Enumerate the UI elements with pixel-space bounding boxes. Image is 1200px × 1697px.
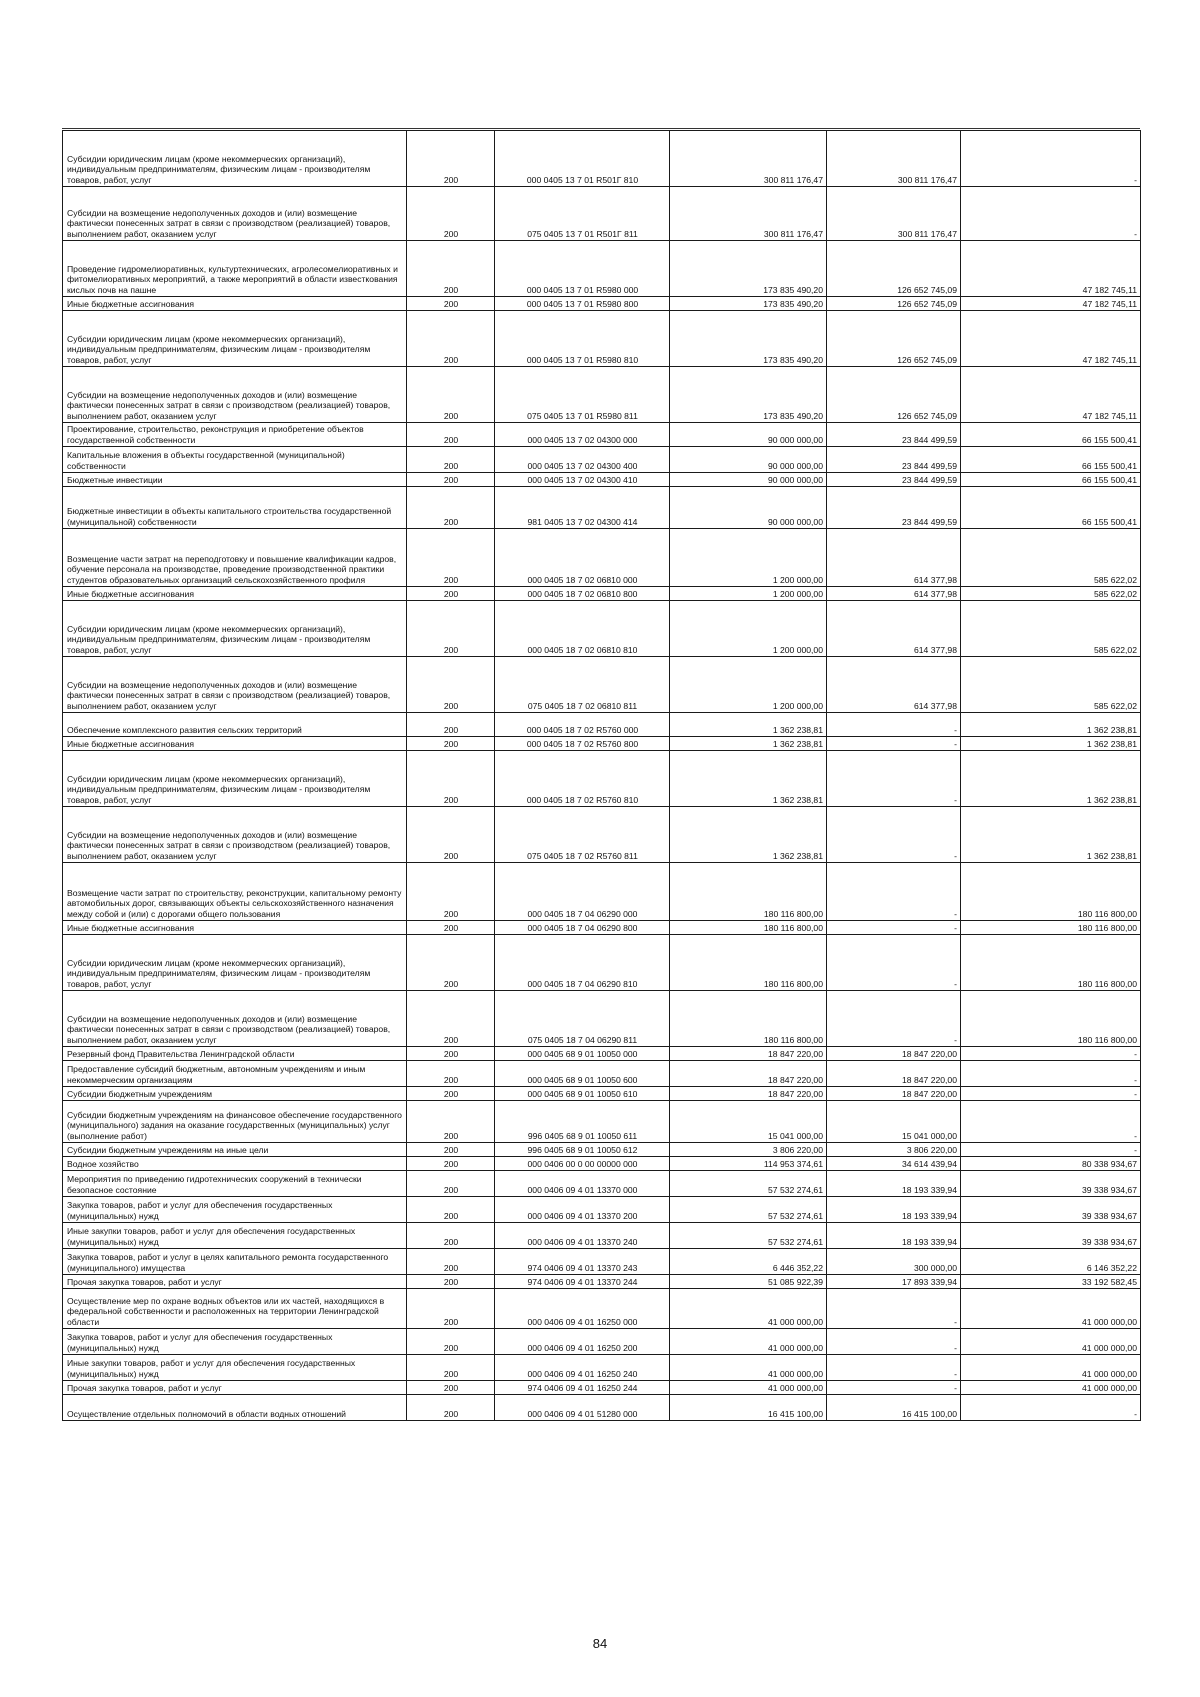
- row-executed-amount-cell: 300 811 176,47: [827, 187, 961, 241]
- row-approved-amount-cell: 3 806 220,00: [670, 1143, 827, 1157]
- row-executed-amount-cell: 34 614 439,94: [827, 1157, 961, 1171]
- row-remaining-amount-cell: 585 622,02: [961, 601, 1141, 657]
- row-admin-code-cell: 200: [407, 187, 495, 241]
- row-remaining-amount-cell: 47 182 745,11: [961, 367, 1141, 423]
- table-top-rule: [62, 128, 1140, 129]
- table-row: [63, 1381, 1141, 1395]
- row-name-cell: Осуществление мер по охране водных объектов или их частей, находящихся в федеральной собственности и расположенных на территории Ленинградской области: [63, 1289, 407, 1329]
- row-admin-code-cell: 200: [407, 241, 495, 297]
- row-remaining-amount-cell: 39 338 934,67: [961, 1171, 1141, 1197]
- row-admin-code-cell: 200: [407, 1289, 495, 1329]
- row-name-cell: Капитальные вложения в объекты государственной (муниципальной) собственности: [63, 447, 407, 473]
- row-approved-amount-cell: 90 000 000,00: [670, 473, 827, 487]
- row-name-cell: Субсидии юридическим лицам (кроме некоммерческих организаций), индивидуальным предпринимателям, физическим лицам - производителям товаров, работ, услуг: [63, 935, 407, 991]
- row-budget-code-cell: 000 0406 09 4 01 16250 000: [495, 1289, 670, 1329]
- row-name-cell: Субсидии бюджетным учреждениям на иные цели: [63, 1143, 407, 1157]
- row-admin-code-cell: 200: [407, 1157, 495, 1171]
- row-executed-amount-cell: -: [827, 807, 961, 863]
- row-executed-amount-cell: -: [827, 921, 961, 935]
- row-approved-amount-cell: 300 811 176,47: [670, 131, 827, 187]
- row-budget-code-cell: 000 0405 18 7 04 06290 800: [495, 921, 670, 935]
- row-approved-amount-cell: 41 000 000,00: [670, 1381, 827, 1395]
- row-approved-amount-cell: 173 835 490,20: [670, 311, 827, 367]
- row-budget-code-cell: 996 0405 68 9 01 10050 611: [495, 1101, 670, 1143]
- row-name-cell: Бюджетные инвестиции в объекты капитального строительства государственной (муниципальной) собственности: [63, 487, 407, 529]
- table-row: [63, 921, 1141, 935]
- row-name-cell: Субсидии на возмещение недополученных доходов и (или) возмещение фактически понесенных затрат в связи с производством (реализацией) товаров, выполнением работ, оказанием услуг: [63, 657, 407, 713]
- row-name-cell: Иные бюджетные ассигнования: [63, 587, 407, 601]
- row-budget-code-cell: 000 0405 18 7 02 R5760 810: [495, 751, 670, 807]
- row-executed-amount-cell: 23 844 499,59: [827, 473, 961, 487]
- row-approved-amount-cell: 173 835 490,20: [670, 367, 827, 423]
- row-remaining-amount-cell: -: [961, 1101, 1141, 1143]
- row-admin-code-cell: 200: [407, 991, 495, 1047]
- row-budget-code-cell: 000 0405 18 7 02 R5760 800: [495, 737, 670, 751]
- row-approved-amount-cell: 16 415 100,00: [670, 1395, 827, 1421]
- table-row: [63, 751, 1141, 807]
- row-executed-amount-cell: -: [827, 935, 961, 991]
- row-approved-amount-cell: 1 200 000,00: [670, 657, 827, 713]
- table-row: [63, 1275, 1141, 1289]
- table-row: [63, 1289, 1141, 1329]
- row-approved-amount-cell: 41 000 000,00: [670, 1329, 827, 1355]
- row-executed-amount-cell: -: [827, 991, 961, 1047]
- row-name-cell: Резервный фонд Правительства Ленинградской области: [63, 1047, 407, 1061]
- row-remaining-amount-cell: 41 000 000,00: [961, 1381, 1141, 1395]
- row-approved-amount-cell: 180 116 800,00: [670, 921, 827, 935]
- row-executed-amount-cell: -: [827, 1355, 961, 1381]
- table-row: [63, 863, 1141, 921]
- row-admin-code-cell: 200: [407, 1061, 495, 1087]
- row-remaining-amount-cell: 1 362 238,81: [961, 737, 1141, 751]
- row-budget-code-cell: 000 0405 13 7 01 R5980 810: [495, 311, 670, 367]
- row-executed-amount-cell: 126 652 745,09: [827, 297, 961, 311]
- row-executed-amount-cell: 18 847 220,00: [827, 1087, 961, 1101]
- row-admin-code-cell: 200: [407, 1381, 495, 1395]
- row-approved-amount-cell: 18 847 220,00: [670, 1061, 827, 1087]
- row-approved-amount-cell: 1 362 238,81: [670, 713, 827, 737]
- row-name-cell: Иные закупки товаров, работ и услуг для обеспечения государственных (муниципальных) нужд: [63, 1223, 407, 1249]
- row-admin-code-cell: 200: [407, 311, 495, 367]
- row-budget-code-cell: 000 0406 09 4 01 13370 200: [495, 1197, 670, 1223]
- table-row: [63, 473, 1141, 487]
- row-approved-amount-cell: 51 085 922,39: [670, 1275, 827, 1289]
- table-row: [63, 587, 1141, 601]
- row-admin-code-cell: 200: [407, 1355, 495, 1381]
- row-approved-amount-cell: 114 953 374,61: [670, 1157, 827, 1171]
- row-budget-code-cell: 000 0406 09 4 01 16250 240: [495, 1355, 670, 1381]
- row-admin-code-cell: 200: [407, 807, 495, 863]
- row-remaining-amount-cell: 6 146 352,22: [961, 1249, 1141, 1275]
- table-row: [63, 1223, 1141, 1249]
- table-row: [63, 1329, 1141, 1355]
- row-approved-amount-cell: 57 532 274,61: [670, 1171, 827, 1197]
- row-remaining-amount-cell: 180 116 800,00: [961, 921, 1141, 935]
- row-admin-code-cell: 200: [407, 1047, 495, 1061]
- row-name-cell: Субсидии юридическим лицам (кроме некоммерческих организаций), индивидуальным предпринимателям, физическим лицам - производителям товаров, работ, услуг: [63, 131, 407, 187]
- row-admin-code-cell: 200: [407, 1101, 495, 1143]
- row-executed-amount-cell: 15 041 000,00: [827, 1101, 961, 1143]
- row-admin-code-cell: 200: [407, 863, 495, 921]
- table-body: [63, 131, 1141, 1421]
- row-executed-amount-cell: 18 193 339,94: [827, 1197, 961, 1223]
- row-name-cell: Субсидии на возмещение недополученных доходов и (или) возмещение фактически понесенных затрат в связи с производством (реализацией) товаров, выполнением работ, оказанием услуг: [63, 991, 407, 1047]
- row-name-cell: Мероприятия по приведению гидротехнических сооружений в технически безопасное состояние: [63, 1171, 407, 1197]
- table-row: [63, 1197, 1141, 1223]
- row-executed-amount-cell: -: [827, 1329, 961, 1355]
- row-executed-amount-cell: 18 847 220,00: [827, 1047, 961, 1061]
- row-remaining-amount-cell: -: [961, 1395, 1141, 1421]
- row-remaining-amount-cell: 39 338 934,67: [961, 1223, 1141, 1249]
- row-approved-amount-cell: 300 811 176,47: [670, 187, 827, 241]
- row-name-cell: Прочая закупка товаров, работ и услуг: [63, 1381, 407, 1395]
- row-budget-code-cell: 000 0405 68 9 01 10050 600: [495, 1061, 670, 1087]
- row-budget-code-cell: 000 0405 68 9 01 10050 000: [495, 1047, 670, 1061]
- table-row: [63, 187, 1141, 241]
- row-name-cell: Прочая закупка товаров, работ и услуг: [63, 1275, 407, 1289]
- row-name-cell: Возмещение части затрат на переподготовку и повышение квалификации кадров, обучение персонала на производстве, проведение производственной практики студентов образовательных организаций сельскохозяйственного профиля: [63, 529, 407, 587]
- table-row: [63, 807, 1141, 863]
- table-row: [63, 367, 1141, 423]
- row-approved-amount-cell: 180 116 800,00: [670, 991, 827, 1047]
- row-budget-code-cell: 000 0405 18 7 02 06810 800: [495, 587, 670, 601]
- row-approved-amount-cell: 41 000 000,00: [670, 1289, 827, 1329]
- row-name-cell: Иные бюджетные ассигнования: [63, 921, 407, 935]
- row-remaining-amount-cell: 80 338 934,67: [961, 1157, 1141, 1171]
- row-admin-code-cell: 200: [407, 1395, 495, 1421]
- row-approved-amount-cell: 18 847 220,00: [670, 1087, 827, 1101]
- row-admin-code-cell: 200: [407, 935, 495, 991]
- row-name-cell: Предоставление субсидий бюджетным, автономным учреждениям и иным некоммерческим организациям: [63, 1061, 407, 1087]
- row-executed-amount-cell: 18 847 220,00: [827, 1061, 961, 1087]
- row-executed-amount-cell: 18 193 339,94: [827, 1223, 961, 1249]
- row-budget-code-cell: 000 0406 09 4 01 13370 240: [495, 1223, 670, 1249]
- row-executed-amount-cell: 3 806 220,00: [827, 1143, 961, 1157]
- row-budget-code-cell: 000 0405 18 7 02 06810 000: [495, 529, 670, 587]
- table-row: [63, 1355, 1141, 1381]
- row-name-cell: Закупка товаров, работ и услуг для обеспечения государственных (муниципальных) нужд: [63, 1197, 407, 1223]
- row-approved-amount-cell: 173 835 490,20: [670, 241, 827, 297]
- row-admin-code-cell: 200: [407, 737, 495, 751]
- table-row: [63, 1047, 1141, 1061]
- row-executed-amount-cell: -: [827, 737, 961, 751]
- row-name-cell: Бюджетные инвестиции: [63, 473, 407, 487]
- table-row: [63, 1087, 1141, 1101]
- row-admin-code-cell: 200: [407, 657, 495, 713]
- row-name-cell: Субсидии бюджетным учреждениям на финансовое обеспечение государственного (муниципального) задания на оказание государственных (муниципальных) услуг (выполнение работ): [63, 1101, 407, 1143]
- table-row: [63, 1171, 1141, 1197]
- row-executed-amount-cell: 300 811 176,47: [827, 131, 961, 187]
- row-budget-code-cell: 075 0405 13 7 01 R5980 811: [495, 367, 670, 423]
- row-executed-amount-cell: 23 844 499,59: [827, 487, 961, 529]
- row-admin-code-cell: 200: [407, 1171, 495, 1197]
- row-approved-amount-cell: 57 532 274,61: [670, 1197, 827, 1223]
- row-admin-code-cell: 200: [407, 1223, 495, 1249]
- row-approved-amount-cell: 57 532 274,61: [670, 1223, 827, 1249]
- row-name-cell: Субсидии на возмещение недополученных доходов и (или) возмещение фактически понесенных затрат в связи с производством (реализацией) товаров, выполнением работ, оказанием услуг: [63, 187, 407, 241]
- row-budget-code-cell: 000 0406 09 4 01 51280 000: [495, 1395, 670, 1421]
- row-executed-amount-cell: 17 893 339,94: [827, 1275, 961, 1289]
- row-budget-code-cell: 000 0406 00 0 00 00000 000: [495, 1157, 670, 1171]
- row-name-cell: Субсидии юридическим лицам (кроме некоммерческих организаций), индивидуальным предпринимателям, физическим лицам - производителям товаров, работ, услуг: [63, 601, 407, 657]
- row-admin-code-cell: 200: [407, 297, 495, 311]
- row-executed-amount-cell: -: [827, 863, 961, 921]
- row-name-cell: Осуществление отдельных полномочий в области водных отношений: [63, 1395, 407, 1421]
- row-name-cell: Обеспечение комплексного развития сельских территорий: [63, 713, 407, 737]
- row-approved-amount-cell: 15 041 000,00: [670, 1101, 827, 1143]
- row-executed-amount-cell: 23 844 499,59: [827, 423, 961, 447]
- row-budget-code-cell: 000 0406 09 4 01 16250 200: [495, 1329, 670, 1355]
- row-budget-code-cell: 075 0405 13 7 01 R501Г 811: [495, 187, 670, 241]
- row-executed-amount-cell: -: [827, 1289, 961, 1329]
- row-admin-code-cell: 200: [407, 423, 495, 447]
- row-name-cell: Закупка товаров, работ и услуг для обеспечения государственных (муниципальных) нужд: [63, 1329, 407, 1355]
- row-approved-amount-cell: 1 362 238,81: [670, 751, 827, 807]
- row-budget-code-cell: 974 0406 09 4 01 13370 243: [495, 1249, 670, 1275]
- row-executed-amount-cell: 23 844 499,59: [827, 447, 961, 473]
- table-row: [63, 601, 1141, 657]
- row-remaining-amount-cell: 47 182 745,11: [961, 297, 1141, 311]
- row-remaining-amount-cell: 41 000 000,00: [961, 1355, 1141, 1381]
- row-remaining-amount-cell: 66 155 500,41: [961, 423, 1141, 447]
- row-remaining-amount-cell: 47 182 745,11: [961, 241, 1141, 297]
- row-remaining-amount-cell: 180 116 800,00: [961, 935, 1141, 991]
- table-row: [63, 737, 1141, 751]
- row-approved-amount-cell: 173 835 490,20: [670, 297, 827, 311]
- row-remaining-amount-cell: 66 155 500,41: [961, 447, 1141, 473]
- row-admin-code-cell: 200: [407, 529, 495, 587]
- table-row: [63, 311, 1141, 367]
- table-row: [63, 131, 1141, 187]
- row-admin-code-cell: 200: [407, 1087, 495, 1101]
- row-name-cell: Водное хозяйство: [63, 1157, 407, 1171]
- budget-report-sheet: [62, 130, 1141, 1421]
- row-name-cell: Возмещение части затрат по строительству, реконструкции, капитальному ремонту автомобильных дорог, связывающих объекты сельскохозяйственного назначения между собой и (или) с дорогами общего пользования: [63, 863, 407, 921]
- row-remaining-amount-cell: -: [961, 1087, 1141, 1101]
- row-budget-code-cell: 000 0405 13 7 01 R5980 800: [495, 297, 670, 311]
- row-executed-amount-cell: -: [827, 751, 961, 807]
- row-budget-code-cell: 000 0405 13 7 02 04300 000: [495, 423, 670, 447]
- row-approved-amount-cell: 18 847 220,00: [670, 1047, 827, 1061]
- row-approved-amount-cell: 90 000 000,00: [670, 423, 827, 447]
- row-admin-code-cell: 200: [407, 131, 495, 187]
- row-approved-amount-cell: 1 200 000,00: [670, 529, 827, 587]
- row-remaining-amount-cell: 41 000 000,00: [961, 1329, 1141, 1355]
- row-budget-code-cell: 075 0405 18 7 04 06290 811: [495, 991, 670, 1047]
- table-row: [63, 423, 1141, 447]
- row-admin-code-cell: 200: [407, 1275, 495, 1289]
- row-remaining-amount-cell: 585 622,02: [961, 529, 1141, 587]
- row-name-cell: Проектирование, строительство, реконструкция и приобретение объектов государственной собственности: [63, 423, 407, 447]
- row-executed-amount-cell: -: [827, 713, 961, 737]
- row-remaining-amount-cell: 33 192 582,45: [961, 1275, 1141, 1289]
- row-budget-code-cell: 000 0405 18 7 02 06810 810: [495, 601, 670, 657]
- row-admin-code-cell: 200: [407, 447, 495, 473]
- row-remaining-amount-cell: 41 000 000,00: [961, 1289, 1141, 1329]
- row-name-cell: Закупка товаров, работ и услуг в целях капитального ремонта государственного (муниципального) имущества: [63, 1249, 407, 1275]
- row-approved-amount-cell: 1 200 000,00: [670, 587, 827, 601]
- row-budget-code-cell: 000 0405 13 7 02 04300 410: [495, 473, 670, 487]
- row-executed-amount-cell: 614 377,98: [827, 587, 961, 601]
- row-remaining-amount-cell: -: [961, 1061, 1141, 1087]
- table-row: [63, 297, 1141, 311]
- row-budget-code-cell: 000 0405 18 7 04 06290 000: [495, 863, 670, 921]
- row-executed-amount-cell: 300 000,00: [827, 1249, 961, 1275]
- row-remaining-amount-cell: 66 155 500,41: [961, 487, 1141, 529]
- table-row: [63, 1249, 1141, 1275]
- row-executed-amount-cell: 16 415 100,00: [827, 1395, 961, 1421]
- row-approved-amount-cell: 6 446 352,22: [670, 1249, 827, 1275]
- row-name-cell: Субсидии бюджетным учреждениям: [63, 1087, 407, 1101]
- row-admin-code-cell: 200: [407, 713, 495, 737]
- row-name-cell: Субсидии юридическим лицам (кроме некоммерческих организаций), индивидуальным предпринимателям, физическим лицам - производителям товаров, работ, услуг: [63, 751, 407, 807]
- row-admin-code-cell: 200: [407, 473, 495, 487]
- table-row: [63, 991, 1141, 1047]
- row-admin-code-cell: 200: [407, 1143, 495, 1157]
- table-row: [63, 529, 1141, 587]
- row-budget-code-cell: 981 0405 13 7 02 04300 414: [495, 487, 670, 529]
- row-budget-code-cell: 000 0405 13 7 01 R5980 000: [495, 241, 670, 297]
- row-budget-code-cell: 000 0406 09 4 01 13370 000: [495, 1171, 670, 1197]
- row-admin-code-cell: 200: [407, 487, 495, 529]
- row-remaining-amount-cell: 47 182 745,11: [961, 311, 1141, 367]
- row-admin-code-cell: 200: [407, 1329, 495, 1355]
- row-admin-code-cell: 200: [407, 367, 495, 423]
- table-row: [63, 1143, 1141, 1157]
- row-approved-amount-cell: 1 362 238,81: [670, 737, 827, 751]
- table-row: [63, 935, 1141, 991]
- table-row: [63, 447, 1141, 473]
- table-row: [63, 241, 1141, 297]
- row-name-cell: Субсидии на возмещение недополученных доходов и (или) возмещение фактически понесенных затрат в связи с производством (реализацией) товаров, выполнением работ, оказанием услуг: [63, 807, 407, 863]
- budget-execution-table: [62, 130, 1141, 1421]
- row-admin-code-cell: 200: [407, 587, 495, 601]
- row-admin-code-cell: 200: [407, 601, 495, 657]
- row-budget-code-cell: 000 0405 68 9 01 10050 610: [495, 1087, 670, 1101]
- row-executed-amount-cell: 18 193 339,94: [827, 1171, 961, 1197]
- row-executed-amount-cell: 614 377,98: [827, 657, 961, 713]
- row-approved-amount-cell: 90 000 000,00: [670, 447, 827, 473]
- row-approved-amount-cell: 180 116 800,00: [670, 935, 827, 991]
- row-admin-code-cell: 200: [407, 921, 495, 935]
- row-remaining-amount-cell: 1 362 238,81: [961, 751, 1141, 807]
- row-remaining-amount-cell: 180 116 800,00: [961, 863, 1141, 921]
- row-executed-amount-cell: 614 377,98: [827, 601, 961, 657]
- row-budget-code-cell: 000 0405 13 7 01 R501Г 810: [495, 131, 670, 187]
- row-name-cell: Иные бюджетные ассигнования: [63, 737, 407, 751]
- row-budget-code-cell: 000 0405 18 7 04 06290 810: [495, 935, 670, 991]
- table-row: [63, 487, 1141, 529]
- row-admin-code-cell: 200: [407, 751, 495, 807]
- row-approved-amount-cell: 1 200 000,00: [670, 601, 827, 657]
- row-remaining-amount-cell: 1 362 238,81: [961, 807, 1141, 863]
- table-row: [63, 1157, 1141, 1171]
- table-row: [63, 1061, 1141, 1087]
- row-budget-code-cell: 974 0406 09 4 01 16250 244: [495, 1381, 670, 1395]
- row-budget-code-cell: 000 0405 18 7 02 R5760 000: [495, 713, 670, 737]
- table-row: [63, 1395, 1141, 1421]
- row-budget-code-cell: 075 0405 18 7 02 06810 811: [495, 657, 670, 713]
- row-approved-amount-cell: 180 116 800,00: [670, 863, 827, 921]
- page-number: 84: [592, 1636, 608, 1651]
- row-budget-code-cell: 974 0406 09 4 01 13370 244: [495, 1275, 670, 1289]
- row-remaining-amount-cell: 585 622,02: [961, 657, 1141, 713]
- row-budget-code-cell: 000 0405 13 7 02 04300 400: [495, 447, 670, 473]
- row-admin-code-cell: 200: [407, 1249, 495, 1275]
- row-remaining-amount-cell: 585 622,02: [961, 587, 1141, 601]
- row-name-cell: Субсидии на возмещение недополученных доходов и (или) возмещение фактически понесенных затрат в связи с производством (реализацией) товаров, выполнением работ, оказанием услуг: [63, 367, 407, 423]
- row-approved-amount-cell: 1 362 238,81: [670, 807, 827, 863]
- row-remaining-amount-cell: -: [961, 1047, 1141, 1061]
- row-executed-amount-cell: 614 377,98: [827, 529, 961, 587]
- row-remaining-amount-cell: -: [961, 187, 1141, 241]
- row-remaining-amount-cell: -: [961, 1143, 1141, 1157]
- row-admin-code-cell: 200: [407, 1197, 495, 1223]
- row-executed-amount-cell: -: [827, 1381, 961, 1395]
- row-executed-amount-cell: 126 652 745,09: [827, 241, 961, 297]
- row-executed-amount-cell: 126 652 745,09: [827, 311, 961, 367]
- row-budget-code-cell: 075 0405 18 7 02 R5760 811: [495, 807, 670, 863]
- row-executed-amount-cell: 126 652 745,09: [827, 367, 961, 423]
- table-row: [63, 657, 1141, 713]
- row-remaining-amount-cell: 180 116 800,00: [961, 991, 1141, 1047]
- table-row: [63, 713, 1141, 737]
- row-remaining-amount-cell: -: [961, 131, 1141, 187]
- row-remaining-amount-cell: 66 155 500,41: [961, 473, 1141, 487]
- row-approved-amount-cell: 90 000 000,00: [670, 487, 827, 529]
- row-name-cell: Иные бюджетные ассигнования: [63, 297, 407, 311]
- row-budget-code-cell: 996 0405 68 9 01 10050 612: [495, 1143, 670, 1157]
- row-approved-amount-cell: 41 000 000,00: [670, 1355, 827, 1381]
- row-name-cell: Субсидии юридическим лицам (кроме некоммерческих организаций), индивидуальным предпринимателям, физическим лицам - производителям товаров, работ, услуг: [63, 311, 407, 367]
- row-remaining-amount-cell: 39 338 934,67: [961, 1197, 1141, 1223]
- row-name-cell: Иные закупки товаров, работ и услуг для обеспечения государственных (муниципальных) нужд: [63, 1355, 407, 1381]
- row-remaining-amount-cell: 1 362 238,81: [961, 713, 1141, 737]
- table-row: [63, 1101, 1141, 1143]
- row-name-cell: Проведение гидромелиоративных, культуртехнических, агролесомелиоративных и фитомелиоративных мероприятий, а также мероприятий в области известкования кислых почв на пашне: [63, 241, 407, 297]
